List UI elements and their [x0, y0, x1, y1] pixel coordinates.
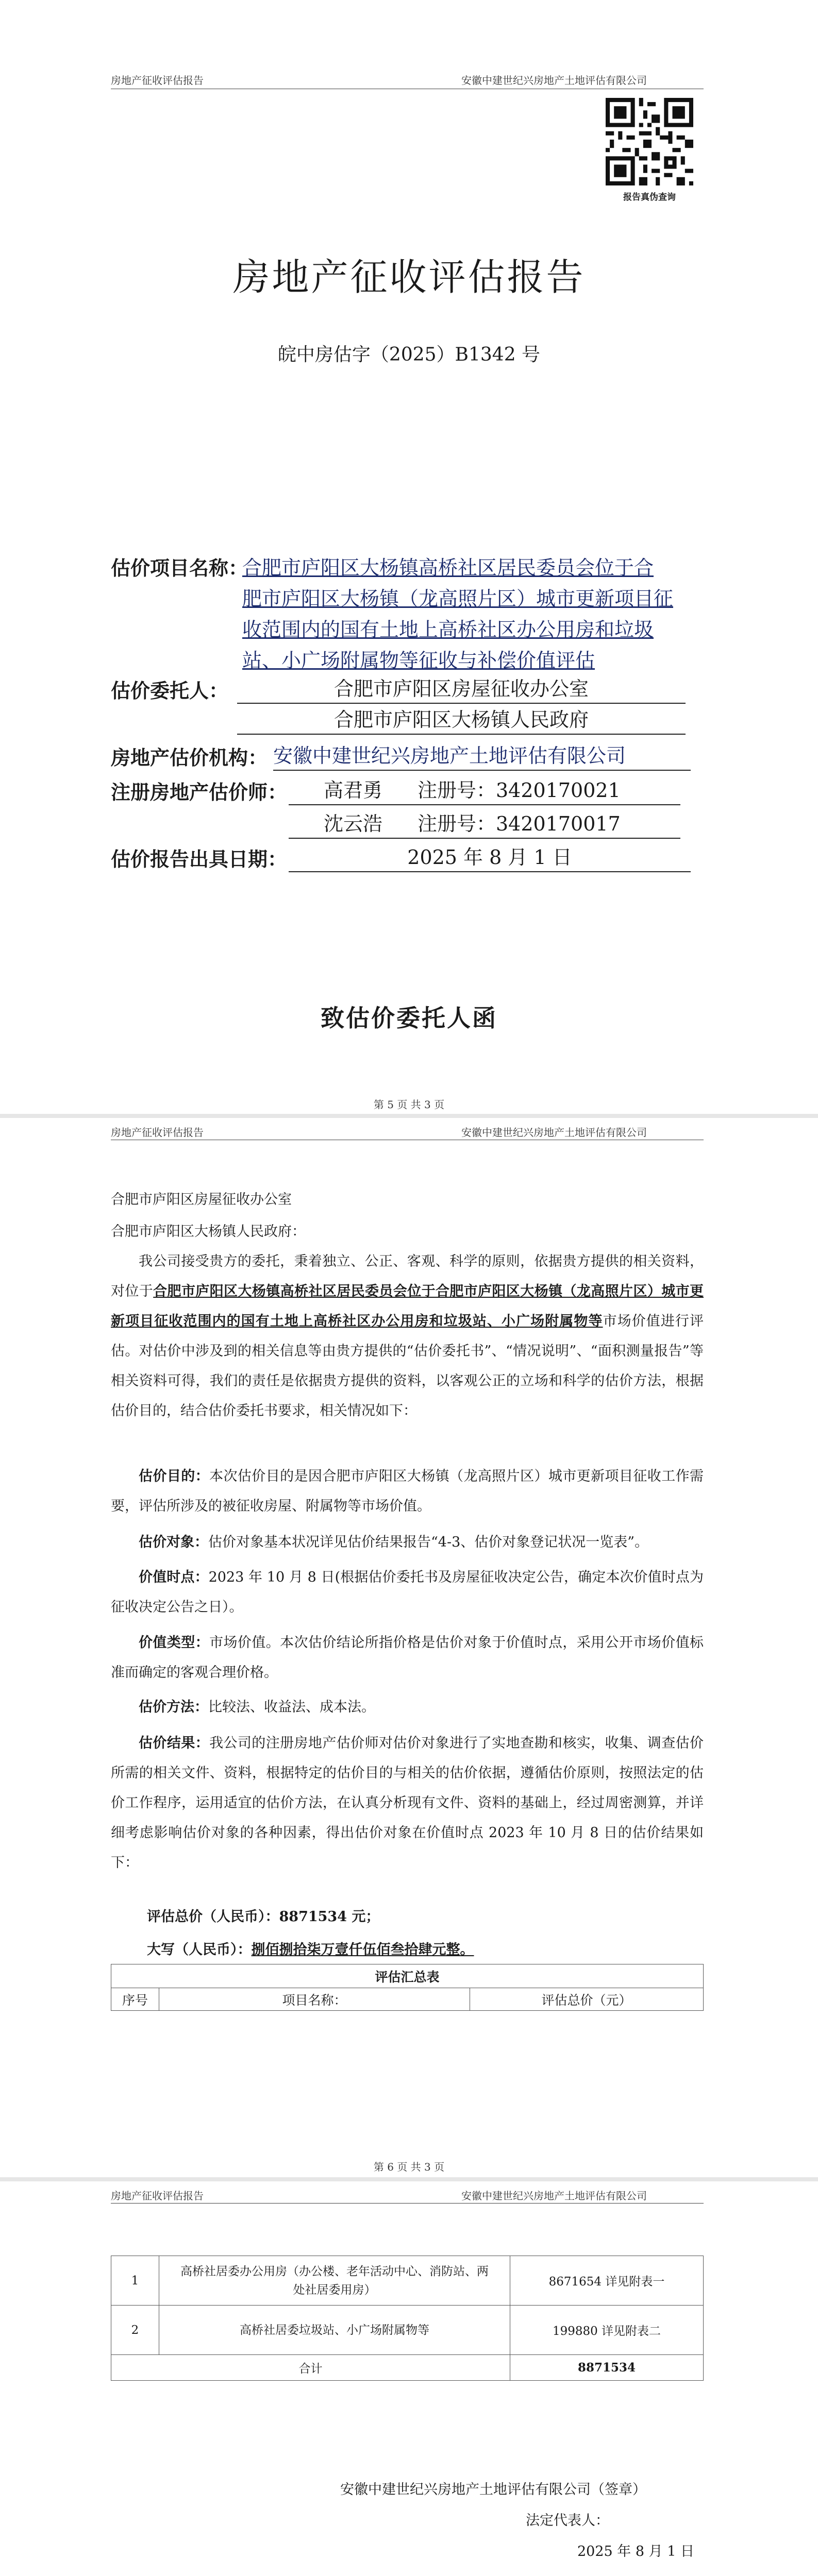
table-header-no: 序号	[111, 1988, 159, 2011]
page-header-right: 安徽中建世纪兴房地产土地评估有限公司	[461, 74, 647, 87]
total-caps-label: 大写（人民币）：	[147, 1942, 252, 1958]
project-line: 站、小广场附属物等征收与补偿价值评估	[242, 649, 595, 672]
timepoint-label: 价值时点：	[139, 1569, 209, 1585]
date-label: 估价报告出具日期：	[111, 848, 288, 871]
table-row	[111, 2256, 704, 2306]
object-label: 估价对象：	[139, 1534, 208, 1550]
sign-company: 安徽中建世纪兴房地产土地评估有限公司（签章）	[340, 2482, 646, 2498]
project-name-value	[242, 552, 696, 676]
project-line: 肥市庐阳区大杨镇（龙高照片区）城市更新项目征	[242, 587, 674, 610]
object-paragraph	[111, 1528, 704, 1557]
total-label: 合计	[111, 2355, 510, 2381]
total-price-line	[147, 1905, 379, 1925]
page-footer: 第 6 页 共 3 页	[373, 2161, 445, 2173]
summary-table-body	[111, 2256, 704, 2381]
page-header-right: 安徽中建世纪兴房地产土地评估有限公司	[461, 2190, 647, 2202]
appraiser-reg: 注册号：3420170017	[418, 812, 621, 835]
report-date: 2025 年 8 月 1 日	[289, 843, 691, 872]
letter-title: 致估价委托人函	[321, 1004, 497, 1032]
table-header-value: 评估总价（元）	[470, 1988, 704, 2011]
table-row	[111, 2306, 704, 2355]
result-label: 估价结果：	[139, 1735, 210, 1751]
appraiser-row-2	[289, 810, 680, 839]
result-paragraph	[111, 1728, 704, 1878]
row-value: 8671654 详见附表一	[510, 2256, 704, 2306]
client-line-1: 合肥市庐阳区房屋征收办公室	[237, 675, 686, 704]
row-no: 1	[111, 2256, 159, 2306]
addressee-1: 合肥市庐阳区房屋征收办公室	[111, 1192, 292, 1208]
report-title: 房地产征收评估报告	[232, 256, 586, 299]
sign-representative: 法定代表人：	[526, 2513, 609, 2529]
header-rule	[111, 2203, 704, 2204]
total-caps-line	[147, 1938, 474, 1958]
summary-table-head	[111, 1964, 704, 2011]
method-label: 估价方法：	[139, 1699, 208, 1715]
appraiser-reg: 注册号：3420170021	[418, 779, 621, 802]
page-header-left: 房地产征收评估报告	[111, 74, 204, 87]
agency-label: 房地产估价机构：	[111, 746, 268, 769]
page-separator	[0, 2177, 818, 2181]
valuetype-paragraph	[111, 1628, 704, 1688]
timepoint-text: 2023 年 10 月 8 日(根据估价委托书及房屋征收决定公告，确定本次价值时点为征收决定公告之日）。	[111, 1569, 704, 1615]
intro-object: 合肥市庐阳区大杨镇高桥社区居民委员会位于合肥市庐阳区大杨镇（龙高照片区）城市更新项目征收范围内的国有土地上高桥社区办公用房和垃圾站、小广场附属物等	[111, 1283, 704, 1329]
sign-date: 2025 年 8 月 1 日	[577, 2544, 694, 2560]
row-value: 199880 详见附表二	[510, 2306, 704, 2355]
row-no: 2	[111, 2306, 159, 2355]
project-line: 收范围内的国有土地上高桥社区办公用房和垃圾	[242, 618, 654, 641]
appraiser-name: 高君勇	[323, 779, 382, 802]
purpose-text: 本次估价目的是因合肥市庐阳区大杨镇（龙高照片区）城市更新项目征收工作需要，评估所涉及的被征收房屋、附属物等市场价值。	[111, 1468, 704, 1514]
intro-paragraph	[111, 1247, 704, 1426]
report-number: 皖中房估字（2025）B1342 号	[277, 344, 541, 365]
page-separator	[0, 1114, 818, 1118]
appraiser-name: 沈云浩	[323, 812, 382, 835]
page-header-left: 房地产征收评估报告	[111, 2190, 204, 2202]
appraiser-label: 注册房地产估价师：	[111, 781, 288, 804]
client-line-2: 合肥市庐阳区大杨镇人民政府	[237, 706, 686, 735]
purpose-paragraph	[111, 1462, 704, 1521]
method-paragraph	[111, 1692, 704, 1722]
total-price-value: 8871534 元；	[279, 1909, 380, 1925]
summary-table-title: 评估汇总表	[111, 1964, 704, 1988]
table-total-row	[111, 2355, 704, 2381]
qr-caption: 报告真伪查询	[623, 192, 676, 202]
timepoint-paragraph	[111, 1563, 704, 1622]
qr-code-icon[interactable]	[606, 98, 693, 185]
row-name: 高桥社居委垃圾站、小广场附属物等	[159, 2306, 510, 2355]
page-footer: 第 5 页 共 3 页	[373, 1098, 445, 1111]
page-header-left: 房地产征收评估报告	[111, 1126, 204, 1139]
total-caps-value: 捌佰捌拾柒万壹仟伍佰叁拾肆元整。	[251, 1942, 474, 1958]
project-line: 合肥市庐阳区大杨镇高桥社区居民委员会位于合	[242, 556, 654, 579]
project-name-label: 估价项目名称：	[111, 556, 248, 580]
addressee-2: 合肥市庐阳区大杨镇人民政府：	[111, 1224, 306, 1240]
valuetype-text: 市场价值。本次估价结论所指价格是估价对象于价值时点，采用公开市场价值标准而确定的客观合理价格。	[111, 1635, 704, 1681]
result-text: 我公司的注册房地产估价师对估价对象进行了实地查勘和核实，收集、调查估价所需的相关文件、资料，根据特定的估价目的与相关的估价依据，遵循估价原则，按照法定的估价工作程序，运用适宜的估价方法，在认真分析现有文件、资料的基础上，经过周密测算，并详细考虑影响估价对象的各种因素，得出估价对象在价值时点 2023 年 10 月 8 日的估价结果如下：	[111, 1735, 704, 1871]
client-label: 估价委托人：	[111, 679, 229, 702]
object-text: 估价对象基本状况详见估价结果报告“4-3、估价对象登记状况一览表”。	[208, 1534, 649, 1550]
intro-text: 市场价值进行评估。对估价中涉及到的相关信息等由贵方提供的“估价委托书”、“情况说明”、“面积测量报告”等相关资料可得，我们的责任是依据贵方提供的资料，以客观公正的立场和科学的估价方法，根据估价目的，结合估价委托书要求，相关情况如下：	[111, 1313, 704, 1419]
agency-value: 安徽中建世纪兴房地产土地评估有限公司	[273, 742, 691, 771]
intro-text: 我公司接受贵方的委托，秉着独立、公正、客观、科学的原则，依据贵方提供的相关资料，对位于	[111, 1253, 704, 1299]
row-name: 高桥社居委办公用房（办公楼、老年活动中心、消防站、两处社居委用房）	[159, 2256, 510, 2306]
appraiser-row-1	[289, 776, 680, 805]
method-text: 比较法、收益法、成本法。	[208, 1699, 375, 1715]
purpose-label: 估价目的：	[139, 1468, 210, 1484]
table-header-name: 项目名称：	[159, 1988, 470, 2011]
total-price-label: 评估总价（人民币）：	[147, 1909, 279, 1925]
page-header-right: 安徽中建世纪兴房地产土地评估有限公司	[461, 1126, 647, 1139]
valuetype-label: 价值类型：	[139, 1635, 210, 1651]
total-value: 8871534	[510, 2355, 704, 2381]
